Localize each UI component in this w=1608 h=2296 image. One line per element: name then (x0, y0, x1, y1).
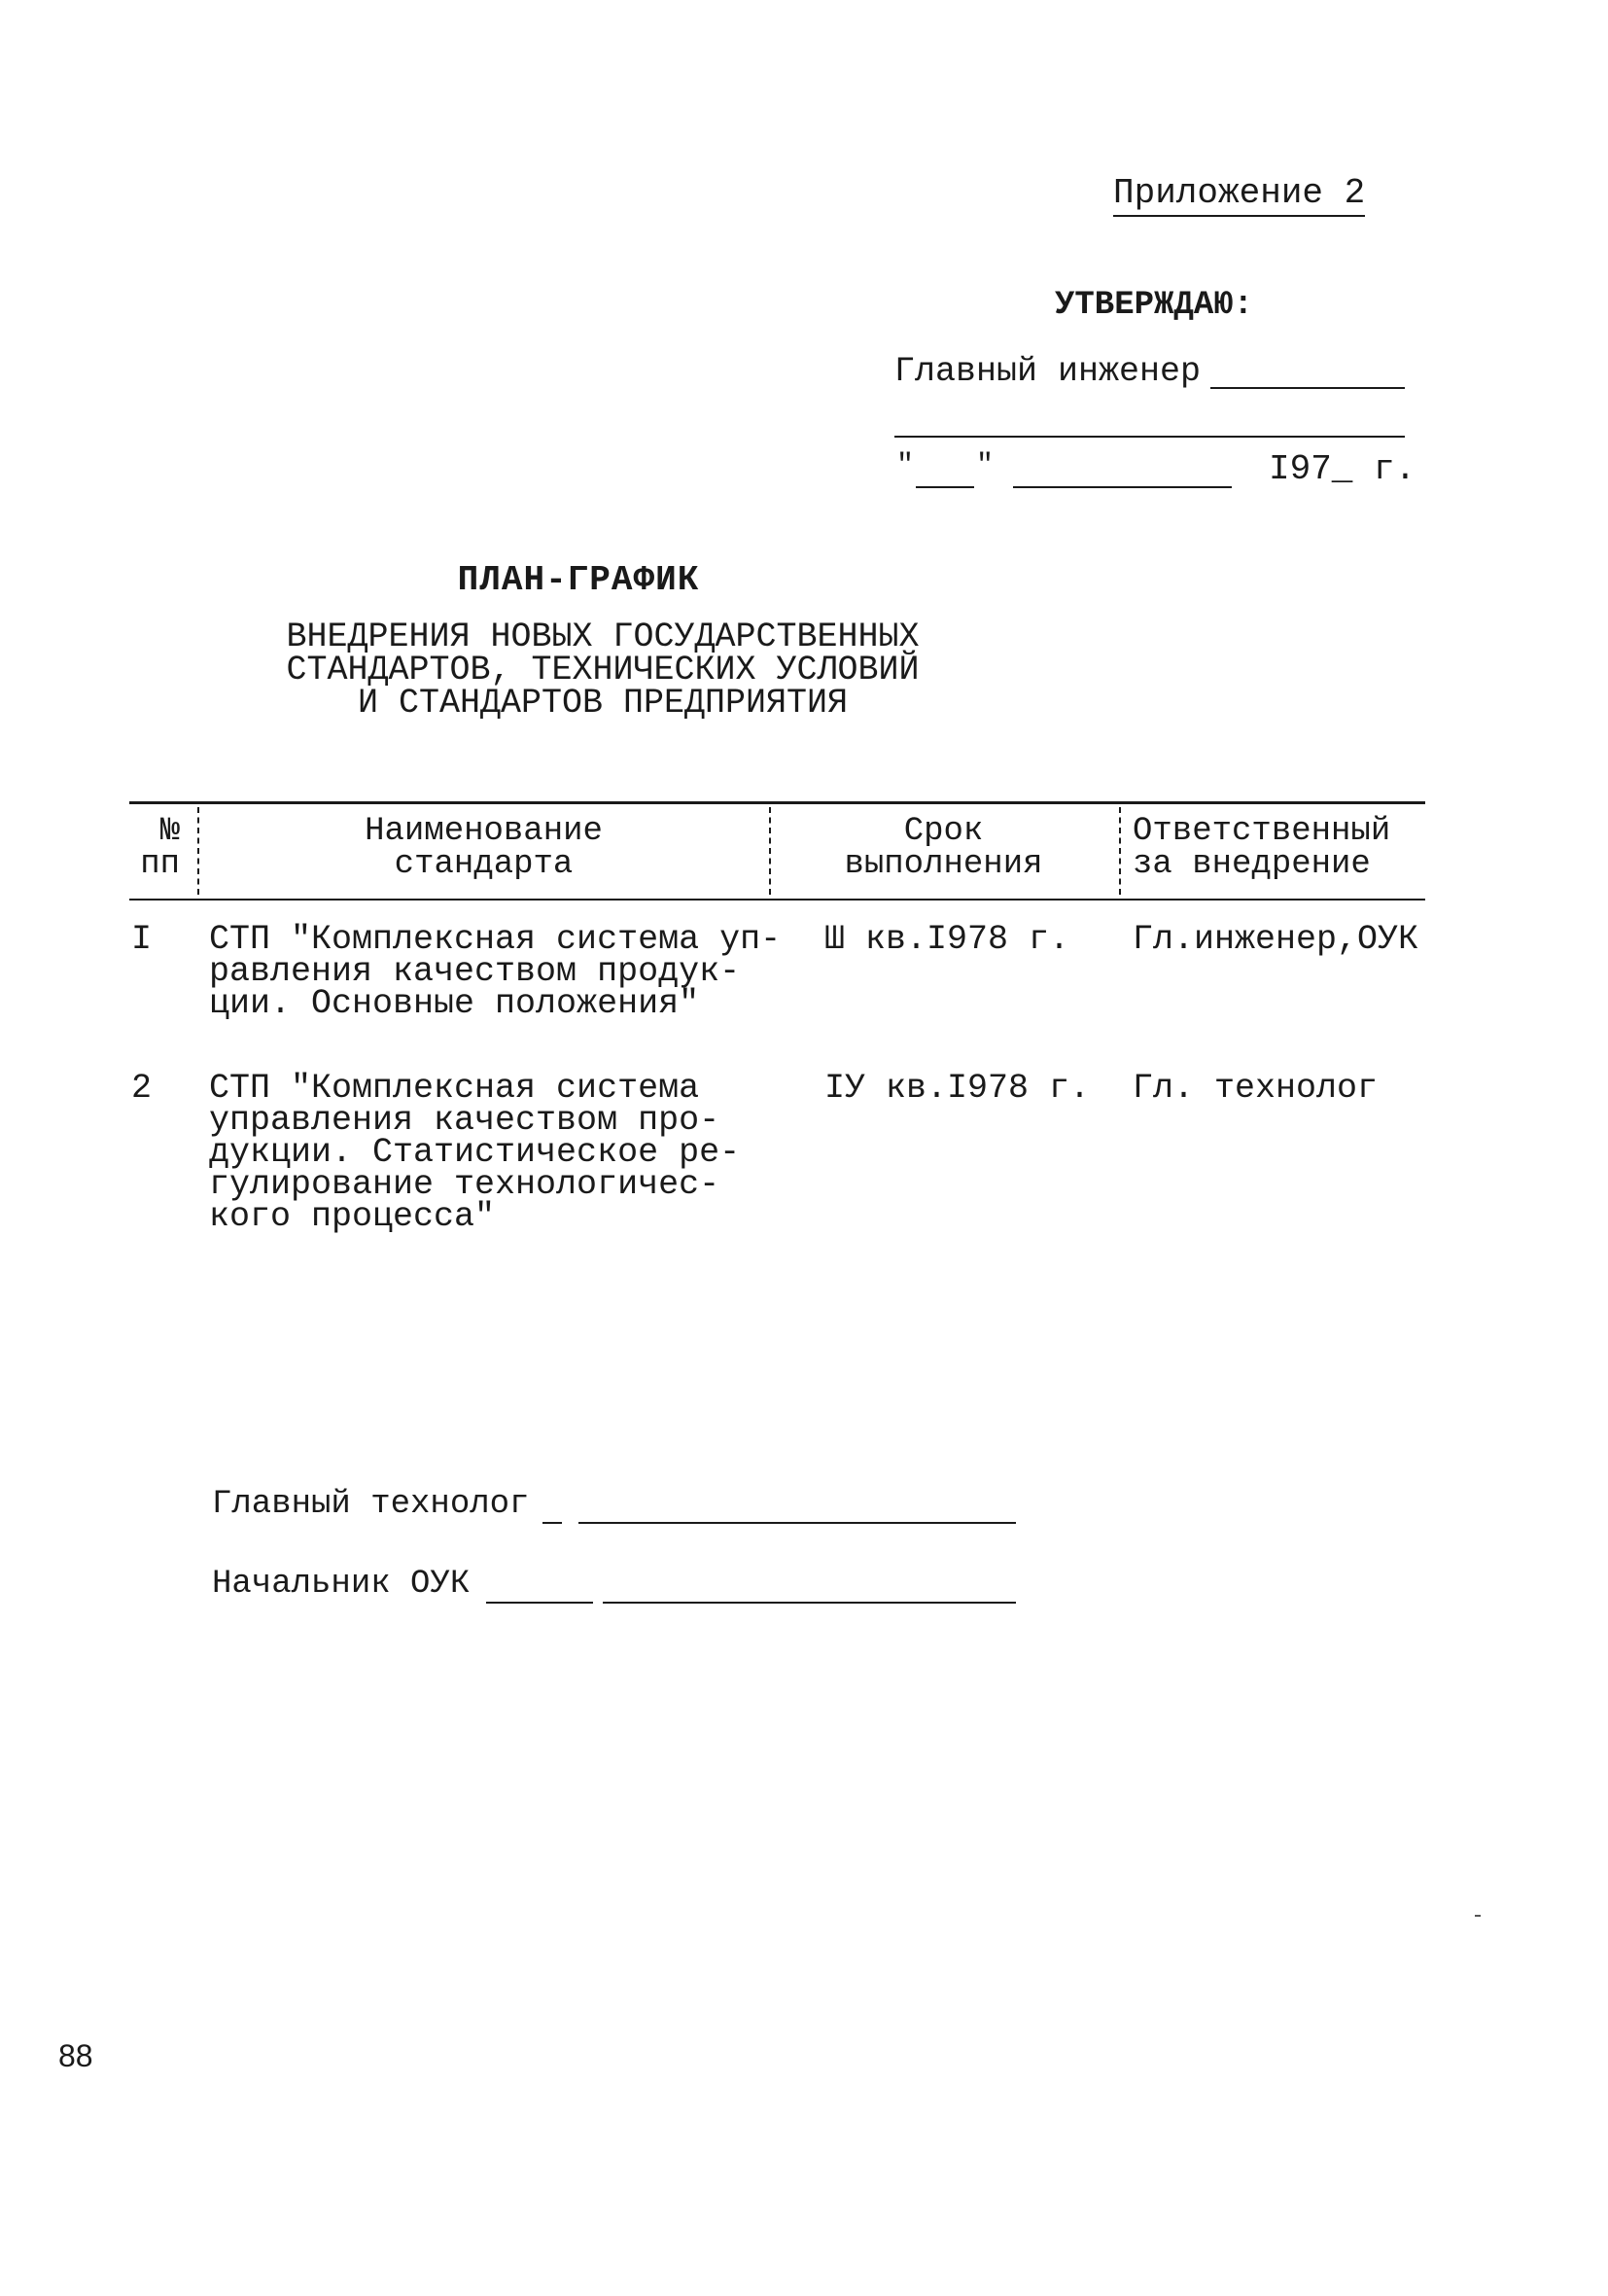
date-day-line (916, 486, 974, 488)
header-name (204, 815, 763, 881)
chief-engineer-name-line (894, 436, 1405, 438)
subtitle-line: И СТАНДАРТОВ ПРЕДПРИЯТИЯ (357, 684, 849, 723)
row-2-name-line: СТП "Комплексная система (209, 1069, 700, 1108)
header-responsible-line: Ответственный (1133, 813, 1391, 850)
column-separator (1119, 807, 1121, 895)
chief-technologist-signature-line (542, 1522, 562, 1524)
document-title: ПЛАН-ГРАФИК (457, 560, 700, 600)
column-separator (769, 807, 771, 895)
approval-heading: УТВЕРЖДАЮ: (1055, 287, 1254, 324)
document-subtitle (0, 618, 1206, 723)
header-name-line: Наименование (365, 813, 603, 850)
subtitle-line: ВНЕДРЕНИЯ НОВЫХ ГОСУДАРСТВЕННЫХ (286, 618, 920, 656)
row-2-term: IУ кв.I978 г. (824, 1069, 1091, 1108)
table-header-rule (129, 899, 1425, 901)
chief-engineer-signature-line (1210, 387, 1405, 389)
header-term (776, 815, 1111, 881)
row-1-responsible: Гл.инженер,ОУК (1133, 920, 1419, 959)
date-open-quote: " (896, 449, 915, 482)
row-2-name-line: управления качеством про- (209, 1101, 720, 1140)
head-ouk-name-line (603, 1602, 1016, 1604)
appendix-label: Приложение 2 (1113, 173, 1365, 217)
table-top-rule (129, 801, 1425, 804)
date-close-quote: " (976, 449, 995, 482)
header-term-line: выполнения (844, 846, 1043, 883)
row-2-name (209, 1069, 741, 1236)
date-year-label: I97_ г. (1269, 449, 1416, 489)
row-1-name-line: ции. Основные положения" (209, 984, 700, 1023)
row-2-name-line: кого процесса" (209, 1197, 496, 1236)
header-responsible (1133, 815, 1424, 881)
head-ouk-signature-line (486, 1602, 593, 1604)
row-1-term: Ш кв.I978 г. (824, 920, 1070, 959)
row-1-num: I (131, 920, 153, 959)
chief-technologist-label: Главный технолог (212, 1486, 530, 1523)
scan-speck (1475, 1915, 1481, 1917)
chief-technologist-name-line (578, 1522, 1016, 1524)
row-2-name-line: гулирование технологичес- (209, 1165, 720, 1204)
chief-engineer-label: Главный инженер (894, 352, 1202, 391)
header-term-line: Срок (903, 813, 984, 850)
page-number: 88 (58, 2038, 93, 2073)
row-1-name-line: СТП "Комплексная система уп- (209, 920, 782, 959)
row-2-responsible: Гл. технолог (1133, 1069, 1379, 1108)
header-num-line: № (159, 813, 180, 850)
row-2-name-line: дукции. Статистическое ре- (209, 1133, 741, 1172)
header-responsible-line: за внедрение (1133, 846, 1371, 883)
date-month-line (1013, 486, 1232, 488)
header-num (136, 815, 180, 881)
row-2-num: 2 (131, 1069, 153, 1108)
subtitle-line: СТАНДАРТОВ, ТЕХНИЧЕСКИХ УСЛОВИЙ (286, 651, 920, 689)
row-1-name-line: равления качеством продук- (209, 952, 741, 991)
header-name-line: стандарта (394, 846, 574, 883)
header-num-line: пп (140, 846, 180, 883)
row-1-name (209, 920, 782, 1023)
column-separator (197, 807, 199, 895)
head-ouk-label: Начальник ОУК (212, 1566, 471, 1603)
